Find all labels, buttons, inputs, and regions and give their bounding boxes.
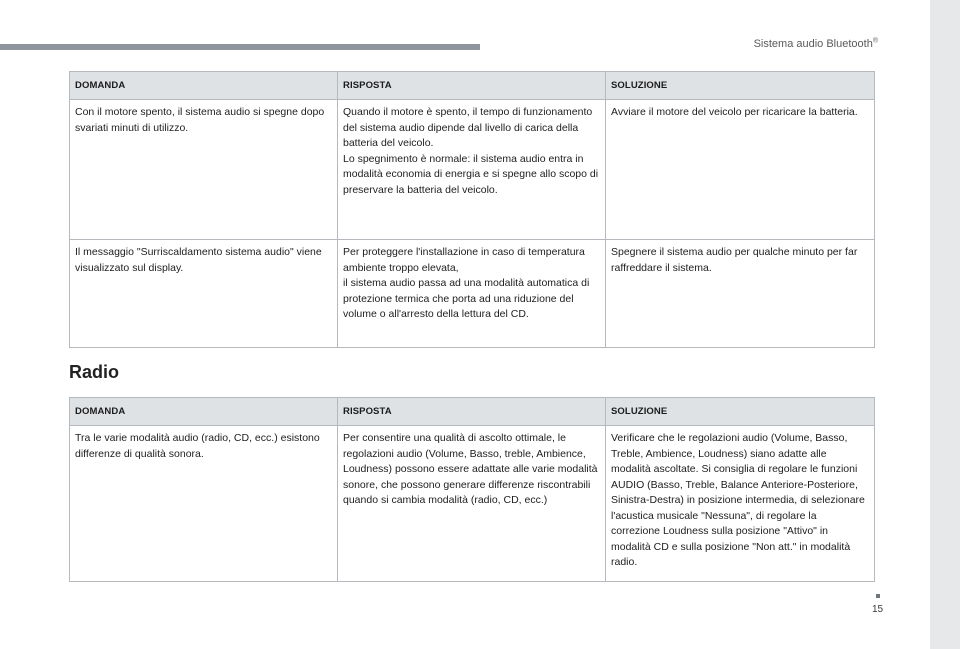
- question-cell: [70, 240, 338, 348]
- question-cell: [70, 100, 338, 240]
- column-header-question: DOMANDA: [70, 398, 338, 426]
- question-text: Il messaggio "Surriscaldamento sistema audio" viene visualizzato sul display.: [75, 246, 322, 274]
- header-title-text: Sistema audio Bluetooth: [753, 38, 873, 50]
- section-title-radio: Radio: [69, 362, 120, 382]
- header-rule: [0, 44, 480, 50]
- table-header-row: [70, 72, 875, 100]
- column-header-question: DOMANDA: [70, 72, 338, 100]
- answer-text: Quando il motore è spento, il tempo di funzionamento del sistema audio dipende dal livello di carica della batteria del veicolo. Lo spegnimento è normale: il sistema audio entra in modalità economia di energia e si spegne allo scopo di preservare la batteria del veicolo.: [343, 106, 599, 196]
- troubleshooting-table-radio: [69, 397, 875, 582]
- column-header-answer: RISPOSTA: [338, 72, 606, 100]
- solution-cell: [606, 100, 875, 240]
- table-row: [70, 426, 875, 582]
- table-row: [70, 240, 875, 348]
- solution-cell: [606, 426, 875, 582]
- answer-text: Per proteggere l'installazione in caso di temperatura ambiente troppo elevata, il sistema audio passa ad una modalità automatica di protezione termica che porta ad una riduzione del volume o all'arresto della lettura del CD.: [343, 246, 590, 320]
- question-text: Tra le varie modalità audio (radio, CD, ecc.) esistono differenze di qualità sonora.: [75, 432, 320, 460]
- table-header-row: [70, 398, 875, 426]
- solution-text: Verificare che le regolazioni audio (Volume, Basso, Treble, Ambience, Loudness) siano adatte alle modalità ascoltate. Si consiglia di regolare le funzioni AUDIO (Basso, Treble, Balance Anteriore-Posteriore, Sinistra-Destra) in posizione intermedia, di selezionare l'acustica musicale "Nessuna", di regolare la correzione Loudness sulla posizione "Attivo" in modalità CD e sulla posizione "Non att." in modalità radio.: [611, 432, 865, 568]
- page-marker-square: [876, 594, 880, 598]
- solution-text: Spegnere il sistema audio per qualche minuto per far raffreddare il sistema.: [611, 246, 858, 274]
- answer-cell: [338, 100, 606, 240]
- column-header-solution: SOLUZIONE: [606, 72, 875, 100]
- question-text: Con il motore spento, il sistema audio si spegne dopo svariati minuti di utilizzo.: [75, 106, 325, 134]
- answer-text: Per consentire una qualità di ascolto ottimale, le regolazioni audio (Volume, Basso, treble, Ambience, Loudness) possono essere adattate alle varie modalità sonore, che possono generare differenze riscontrabili quando si cambia modalità (radio, CD, ecc.): [343, 432, 598, 506]
- column-header-solution: SOLUZIONE: [606, 398, 875, 426]
- page-number: 15: [872, 604, 884, 615]
- solution-text: Avviare il motore del veicolo per ricaricare la batteria.: [611, 106, 858, 118]
- column-header-answer: RISPOSTA: [338, 398, 606, 426]
- side-band: [930, 0, 960, 649]
- page-header-title: [754, 38, 878, 50]
- troubleshooting-table-audio: [69, 71, 875, 348]
- solution-cell: [606, 240, 875, 348]
- question-cell: [70, 426, 338, 582]
- registered-mark: ®: [872, 37, 878, 45]
- answer-cell: [338, 426, 606, 582]
- answer-cell: [338, 240, 606, 348]
- table-row: [70, 100, 875, 240]
